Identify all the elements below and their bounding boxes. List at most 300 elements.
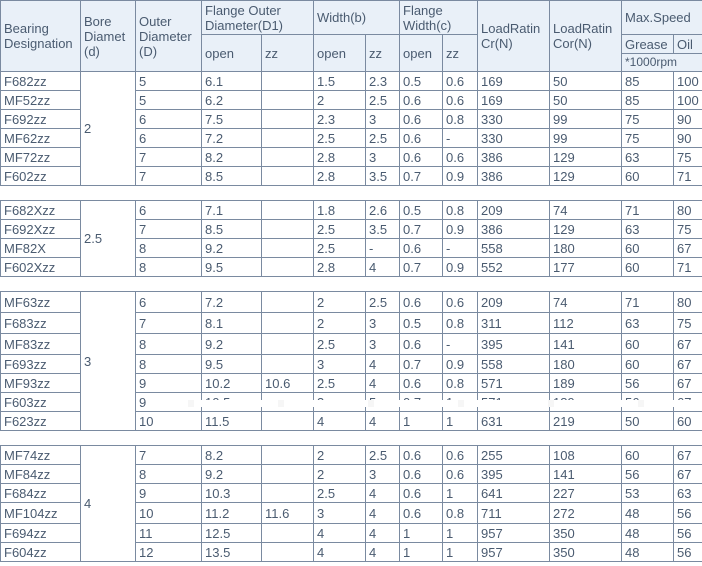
cell-speed-oil: 100 (674, 91, 702, 110)
cell-fwidth-open: 0.6 (400, 239, 443, 258)
cell-width-zz: 4 (366, 543, 400, 562)
cell-load-cor: 129 (550, 148, 622, 167)
cell-speed-grease: 60 (622, 239, 674, 258)
cell-flange-open: 10.3 (202, 484, 262, 503)
cell-designation: F692zz (1, 110, 81, 129)
cell-outer-d: 6 (136, 129, 202, 148)
cell-speed-oil: 67 (674, 465, 702, 484)
cell-flange-zz: 10.6 (262, 374, 314, 393)
cell-fwidth-open: 0.7 (400, 258, 443, 277)
cell-width-open: 2.5 (314, 129, 366, 148)
cell-width-open: 2.5 (314, 220, 366, 239)
bore-cell: 3 (81, 292, 136, 431)
cell-outer-d: 9 (136, 374, 202, 393)
cell-load-cr: 395 (478, 465, 550, 484)
cell-flange-zz: 11.6 (262, 503, 314, 524)
cell-designation: F694zz (1, 524, 81, 543)
cell-load-cor: 74 (550, 292, 622, 313)
cell-speed-oil: 90 (674, 129, 702, 148)
cell-width-open: 2 (314, 465, 366, 484)
group-separator (1, 277, 702, 292)
cell-width-open: 2.8 (314, 148, 366, 167)
cell-fwidth-open: 0.5 (400, 201, 443, 220)
table-row (1, 446, 702, 465)
header-width-zz: zz (366, 35, 400, 72)
cell-fwidth-zz: 0.9 (443, 167, 478, 186)
cell-speed-oil: 75 (674, 313, 702, 334)
cell-flange-zz (262, 129, 314, 148)
cell-fwidth-zz: 0.8 (443, 313, 478, 334)
cell-flange-open: 6.2 (202, 91, 262, 110)
cell-flange-zz (262, 167, 314, 186)
cell-flange-zz (262, 412, 314, 431)
cell-load-cr: 571 (478, 374, 550, 393)
cell-load-cr: 552 (478, 258, 550, 277)
cell-load-cr: 641 (478, 484, 550, 503)
cell-speed-oil: 60 (674, 412, 702, 431)
cell-outer-d: 11 (136, 524, 202, 543)
cell-speed-grease: 75 (622, 129, 674, 148)
cell-speed-oil: 80 (674, 292, 702, 313)
cell-outer-d: 7 (136, 148, 202, 167)
cell-fwidth-zz: 0.8 (443, 110, 478, 129)
cell-speed-oil: 67 (674, 334, 702, 355)
cell-load-cr: 330 (478, 129, 550, 148)
cell-fwidth-zz: 0.6 (443, 465, 478, 484)
cell-outer-d: 12 (136, 543, 202, 562)
cell-speed-grease: 53 (622, 484, 674, 503)
header-flange-open: open (202, 35, 262, 72)
cell-designation: MF74zz (1, 446, 81, 465)
group-separator (1, 431, 702, 446)
cell-load-cor: 50 (550, 72, 622, 91)
cell-speed-oil: 67 (674, 446, 702, 465)
cell-designation: F604zz (1, 543, 81, 562)
cell-speed-oil: 71 (674, 258, 702, 277)
cell-designation: MF63zz (1, 292, 81, 313)
cell-width-open: 2.5 (314, 374, 366, 393)
cell-outer-d: 10 (136, 412, 202, 431)
cell-flange-zz (262, 220, 314, 239)
cell-fwidth-open: 0.7 (400, 220, 443, 239)
cell-load-cor: 272 (550, 503, 622, 524)
cell-speed-grease: 60 (622, 446, 674, 465)
cell-fwidth-zz: - (443, 334, 478, 355)
cell-fwidth-open: 0.6 (400, 292, 443, 313)
cell-outer-d: 8 (136, 258, 202, 277)
cell-speed-oil: 71 (674, 167, 702, 186)
separator-cell (1, 277, 702, 292)
cell-speed-grease: 85 (622, 72, 674, 91)
header-width-open: open (314, 35, 366, 72)
cell-load-cor: 108 (550, 446, 622, 465)
cell-fwidth-open: 0.6 (400, 110, 443, 129)
cell-fwidth-open: 0.6 (400, 91, 443, 110)
group-separator (1, 186, 702, 201)
cell-speed-oil: 90 (674, 110, 702, 129)
cell-width-zz: 2.5 (366, 292, 400, 313)
cell-flange-open: 9.2 (202, 465, 262, 484)
cell-width-open: 3 (314, 503, 366, 524)
cell-flange-open: 8.2 (202, 446, 262, 465)
cell-flange-zz (262, 91, 314, 110)
cell-speed-grease: 50 (622, 412, 674, 431)
cell-speed-grease: 60 (622, 355, 674, 374)
cell-flange-open: 8.2 (202, 148, 262, 167)
cell-load-cr: 395 (478, 334, 550, 355)
cell-speed-grease: 48 (622, 524, 674, 543)
cell-load-cor: 141 (550, 465, 622, 484)
cell-width-open: 2.8 (314, 167, 366, 186)
cell-flange-open: 7.1 (202, 201, 262, 220)
cell-fwidth-open: 1 (400, 412, 443, 431)
cell-outer-d: 9 (136, 484, 202, 503)
cell-outer-d: 8 (136, 334, 202, 355)
cell-load-cor: 74 (550, 201, 622, 220)
cell-flange-zz (262, 543, 314, 562)
cell-width-zz: 4 (366, 484, 400, 503)
cell-load-cor: 99 (550, 110, 622, 129)
cell-flange-open: 8.5 (202, 167, 262, 186)
cell-outer-d: 5 (136, 91, 202, 110)
cell-outer-d: 7 (136, 220, 202, 239)
cell-flange-zz (262, 465, 314, 484)
header-flange-zz: zz (262, 35, 314, 72)
cell-load-cr: 558 (478, 239, 550, 258)
cell-designation: F602Xzz (1, 258, 81, 277)
cell-flange-open: 10.2 (202, 374, 262, 393)
cell-speed-grease: 48 (622, 503, 674, 524)
cell-load-cor: 180 (550, 355, 622, 374)
cell-load-cr: 957 (478, 543, 550, 562)
cell-load-cor: 350 (550, 524, 622, 543)
table-row (1, 292, 702, 313)
cell-fwidth-open: 0.6 (400, 465, 443, 484)
cell-outer-d: 8 (136, 355, 202, 374)
cell-fwidth-zz: 0.8 (443, 503, 478, 524)
cell-designation: MF104zz (1, 503, 81, 524)
cell-load-cr: 209 (478, 292, 550, 313)
cell-flange-open: 11.5 (202, 412, 262, 431)
bore-cell: 2.5 (81, 201, 136, 277)
cell-fwidth-zz: 1 (443, 543, 478, 562)
cell-speed-oil: 80 (674, 201, 702, 220)
cell-width-zz: 2.3 (366, 72, 400, 91)
cell-width-zz: 3 (366, 110, 400, 129)
cell-fwidth-zz: 0.6 (443, 148, 478, 167)
cell-load-cr: 957 (478, 524, 550, 543)
cell-flange-zz (262, 201, 314, 220)
cell-speed-oil: 56 (674, 503, 702, 524)
cell-width-zz: 4 (366, 258, 400, 277)
cell-speed-oil: 56 (674, 543, 702, 562)
cell-speed-oil: 56 (674, 524, 702, 543)
cell-fwidth-zz: 0.8 (443, 374, 478, 393)
cell-load-cr: 386 (478, 220, 550, 239)
cell-speed-grease: 60 (622, 167, 674, 186)
cell-speed-grease: 85 (622, 91, 674, 110)
cell-outer-d: 8 (136, 465, 202, 484)
cell-load-cr: 330 (478, 110, 550, 129)
cell-width-zz: 3.5 (366, 167, 400, 186)
cell-load-cr: 631 (478, 412, 550, 431)
scan-artifact (150, 400, 702, 407)
header-oil: Oil (674, 35, 702, 54)
cell-speed-grease: 71 (622, 292, 674, 313)
cell-speed-grease: 63 (622, 220, 674, 239)
cell-outer-d: 9 (136, 393, 202, 412)
header-flange-width: Flange Width(c) (400, 1, 478, 35)
cell-fwidth-open: 0.6 (400, 129, 443, 148)
cell-load-cor: 180 (550, 239, 622, 258)
table-body (1, 72, 702, 562)
cell-width-zz: 2.5 (366, 129, 400, 148)
cell-fwidth-zz: 0.8 (443, 201, 478, 220)
cell-fwidth-zz: 0.6 (443, 292, 478, 313)
cell-fwidth-open: 0.6 (400, 334, 443, 355)
cell-width-zz: 4 (366, 524, 400, 543)
cell-speed-oil: 100 (674, 72, 702, 91)
cell-flange-zz (262, 524, 314, 543)
cell-flange-open: 9.2 (202, 239, 262, 258)
cell-speed-grease: 63 (622, 313, 674, 334)
cell-outer-d: 8 (136, 239, 202, 258)
header-bore: Bore Diamet (d) (81, 1, 136, 72)
cell-speed-grease: 56 (622, 465, 674, 484)
cell-width-open: 4 (314, 412, 366, 431)
cell-flange-open: 7.2 (202, 292, 262, 313)
cell-width-open: 2 (314, 313, 366, 334)
cell-load-cr: 255 (478, 446, 550, 465)
cell-speed-grease: 60 (622, 258, 674, 277)
cell-flange-open: 12.5 (202, 524, 262, 543)
cell-outer-d: 6 (136, 201, 202, 220)
cell-flange-open: 7.2 (202, 129, 262, 148)
cell-load-cor: 129 (550, 220, 622, 239)
cell-flange-open: 8.5 (202, 220, 262, 239)
cell-designation: MF82X (1, 239, 81, 258)
cell-fwidth-zz: 0.6 (443, 446, 478, 465)
cell-width-zz: 4 (366, 412, 400, 431)
table-row (1, 201, 702, 220)
cell-fwidth-open: 0.5 (400, 313, 443, 334)
cell-designation: MF52zz (1, 91, 81, 110)
cell-width-zz: 3 (366, 334, 400, 355)
cell-width-open: 1.8 (314, 201, 366, 220)
cell-flange-zz (262, 258, 314, 277)
cell-outer-d: 6 (136, 292, 202, 313)
cell-fwidth-open: 0.6 (400, 446, 443, 465)
cell-speed-grease: 60 (622, 334, 674, 355)
cell-designation: F602zz (1, 167, 81, 186)
cell-fwidth-open: 0.5 (400, 72, 443, 91)
cell-flange-zz (262, 484, 314, 503)
cell-flange-zz (262, 148, 314, 167)
cell-fwidth-open: 0.6 (400, 148, 443, 167)
cell-designation: F684zz (1, 484, 81, 503)
cell-width-open: 4 (314, 524, 366, 543)
cell-fwidth-open: 0.7 (400, 167, 443, 186)
cell-outer-d: 7 (136, 313, 202, 334)
table-row (1, 72, 702, 91)
header-load-cor: LoadRatin Cor(N) (550, 1, 622, 72)
cell-speed-oil: 67 (674, 374, 702, 393)
cell-fwidth-open: 1 (400, 524, 443, 543)
cell-load-cor: 227 (550, 484, 622, 503)
cell-designation: MF83zz (1, 334, 81, 355)
cell-fwidth-zz: 0.6 (443, 91, 478, 110)
cell-designation: F623zz (1, 412, 81, 431)
cell-width-zz: 3 (366, 465, 400, 484)
cell-designation: MF72zz (1, 148, 81, 167)
cell-speed-grease: 71 (622, 201, 674, 220)
cell-fwidth-zz: 0.9 (443, 220, 478, 239)
cell-flange-zz (262, 239, 314, 258)
header-designation: Bearing Designation (1, 1, 81, 72)
cell-fwidth-zz: - (443, 129, 478, 148)
header-grease: Grease (622, 35, 674, 54)
cell-designation: F603zz (1, 393, 81, 412)
cell-outer-d: 6 (136, 110, 202, 129)
cell-load-cor: 219 (550, 412, 622, 431)
cell-outer-d: 7 (136, 446, 202, 465)
cell-width-zz: 2.5 (366, 446, 400, 465)
cell-width-open: 2.5 (314, 239, 366, 258)
cell-fwidth-zz: 1 (443, 484, 478, 503)
cell-load-cor: 141 (550, 334, 622, 355)
cell-load-cor: 189 (550, 374, 622, 393)
cell-load-cr: 169 (478, 72, 550, 91)
cell-flange-zz (262, 313, 314, 334)
cell-designation: F693zz (1, 355, 81, 374)
header-fwidth-open: open (400, 35, 443, 72)
cell-fwidth-zz: 1 (443, 524, 478, 543)
cell-flange-open: 9.2 (202, 334, 262, 355)
cell-width-open: 4 (314, 543, 366, 562)
cell-load-cr: 311 (478, 313, 550, 334)
cell-load-cr: 386 (478, 167, 550, 186)
bore-cell: 2 (81, 72, 136, 186)
cell-outer-d: 5 (136, 72, 202, 91)
cell-outer-d: 10 (136, 503, 202, 524)
cell-flange-open: 13.5 (202, 543, 262, 562)
cell-speed-oil: 67 (674, 239, 702, 258)
cell-flange-open: 8.1 (202, 313, 262, 334)
cell-outer-d: 7 (136, 167, 202, 186)
cell-width-open: 2 (314, 446, 366, 465)
cell-width-zz: - (366, 239, 400, 258)
cell-flange-zz (262, 110, 314, 129)
cell-flange-zz (262, 292, 314, 313)
cell-designation: MF84zz (1, 465, 81, 484)
cell-designation: F692Xzz (1, 220, 81, 239)
cell-fwidth-open: 0.6 (400, 503, 443, 524)
cell-fwidth-open: 0.7 (400, 355, 443, 374)
cell-fwidth-zz: 1 (443, 412, 478, 431)
cell-width-open: 2 (314, 91, 366, 110)
cell-fwidth-open: 1 (400, 543, 443, 562)
cell-fwidth-zz: 0.9 (443, 355, 478, 374)
cell-fwidth-zz: - (443, 239, 478, 258)
cell-load-cr: 558 (478, 355, 550, 374)
cell-speed-oil: 63 (674, 484, 702, 503)
cell-designation: MF93zz (1, 374, 81, 393)
cell-load-cr: 209 (478, 201, 550, 220)
cell-width-zz: 2.5 (366, 91, 400, 110)
cell-designation: F682zz (1, 72, 81, 91)
cell-flange-zz (262, 355, 314, 374)
cell-fwidth-zz: 0.9 (443, 258, 478, 277)
separator-cell (1, 431, 702, 446)
cell-flange-zz (262, 72, 314, 91)
cell-fwidth-open: 0.6 (400, 484, 443, 503)
cell-flange-open: 9.5 (202, 355, 262, 374)
cell-width-zz: 3 (366, 148, 400, 167)
cell-speed-grease: 75 (622, 110, 674, 129)
bore-cell: 4 (81, 446, 136, 562)
cell-load-cor: 350 (550, 543, 622, 562)
cell-speed-oil: 75 (674, 220, 702, 239)
cell-width-open: 2.3 (314, 110, 366, 129)
cell-width-open: 2.5 (314, 334, 366, 355)
cell-load-cor: 177 (550, 258, 622, 277)
cell-designation: F683zz (1, 313, 81, 334)
cell-flange-open: 11.2 (202, 503, 262, 524)
cell-flange-zz (262, 446, 314, 465)
cell-load-cr: 386 (478, 148, 550, 167)
cell-fwidth-zz: 0.6 (443, 72, 478, 91)
cell-load-cor: 99 (550, 129, 622, 148)
cell-width-zz: 3 (366, 313, 400, 334)
cell-load-cor: 112 (550, 313, 622, 334)
cell-width-zz: 2.6 (366, 201, 400, 220)
cell-load-cr: 711 (478, 503, 550, 524)
cell-width-zz: 4 (366, 355, 400, 374)
cell-speed-grease: 63 (622, 148, 674, 167)
cell-width-open: 2.8 (314, 258, 366, 277)
cell-width-open: 1.5 (314, 72, 366, 91)
cell-width-open: 2.5 (314, 484, 366, 503)
cell-width-open: 3 (314, 355, 366, 374)
cell-designation: MF62zz (1, 129, 81, 148)
cell-load-cr: 169 (478, 91, 550, 110)
cell-fwidth-open: 0.6 (400, 374, 443, 393)
cell-designation: F682Xzz (1, 201, 81, 220)
header-outer-diameter: Outer Diameter (D) (136, 1, 202, 72)
cell-width-zz: 4 (366, 374, 400, 393)
header-load-cr: LoadRatin Cr(N) (478, 1, 550, 72)
cell-flange-open: 9.5 (202, 258, 262, 277)
header-max-speed: Max.Speed (622, 1, 702, 35)
cell-speed-grease: 48 (622, 543, 674, 562)
cell-speed-oil: 67 (674, 355, 702, 374)
cell-width-open: 2 (314, 292, 366, 313)
header-rpm-unit: *1000rpm (622, 54, 702, 72)
cell-width-zz: 4 (366, 503, 400, 524)
cell-speed-grease: 56 (622, 374, 674, 393)
header-flange-outer: Flange Outer Diameter(D1) (202, 1, 314, 35)
cell-load-cor: 129 (550, 167, 622, 186)
cell-flange-zz (262, 334, 314, 355)
cell-load-cor: 50 (550, 91, 622, 110)
separator-cell (1, 186, 702, 201)
cell-speed-oil: 75 (674, 148, 702, 167)
cell-width-zz: 3.5 (366, 220, 400, 239)
header-width: Width(b) (314, 1, 400, 35)
header-fwidth-zz: zz (443, 35, 478, 72)
cell-flange-open: 6.1 (202, 72, 262, 91)
cell-flange-open: 7.5 (202, 110, 262, 129)
